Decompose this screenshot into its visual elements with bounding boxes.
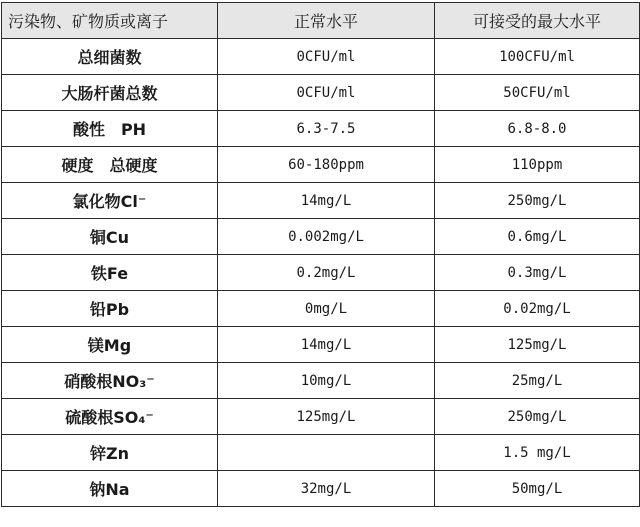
row-name: 硬度 总硬度 [2, 147, 218, 183]
row-normal: 0.2mg/L [218, 255, 435, 291]
row-max: 0.6mg/L [435, 219, 640, 255]
row-normal: 0CFU/ml [218, 39, 435, 75]
row-name: 锌Zn [2, 435, 218, 471]
row-max: 50mg/L [435, 471, 640, 507]
row-normal: 14mg/L [218, 183, 435, 219]
table-row [2, 291, 640, 327]
header-row [2, 3, 640, 39]
row-name: 酸性 PH [2, 111, 218, 147]
table-row [2, 363, 640, 399]
header-substance: 污染物、矿物质或离子 [2, 3, 218, 39]
header-max-level: 可接受的最大水平 [435, 3, 640, 39]
row-normal: 14mg/L [218, 327, 435, 363]
row-max: 110ppm [435, 147, 640, 183]
water-quality-table [1, 2, 640, 507]
header-normal-level: 正常水平 [218, 3, 435, 39]
table-header [2, 3, 640, 39]
row-name: 钠Na [2, 471, 218, 507]
row-normal: 0.002mg/L [218, 219, 435, 255]
row-normal: 6.3-7.5 [218, 111, 435, 147]
table-row [2, 183, 640, 219]
table-row [2, 75, 640, 111]
row-name: 铁Fe [2, 255, 218, 291]
table-row [2, 399, 640, 435]
row-normal: 0CFU/ml [218, 75, 435, 111]
table-row [2, 435, 640, 471]
row-max: 25mg/L [435, 363, 640, 399]
table-row [2, 147, 640, 183]
row-normal: 60-180ppm [218, 147, 435, 183]
row-normal: 32mg/L [218, 471, 435, 507]
row-normal [218, 435, 435, 471]
row-name: 总细菌数 [2, 39, 218, 75]
table-row [2, 111, 640, 147]
row-normal: 10mg/L [218, 363, 435, 399]
row-name: 氯化物Cl⁻ [2, 183, 218, 219]
table-row [2, 471, 640, 507]
row-name: 镁Mg [2, 327, 218, 363]
row-name: 铅Pb [2, 291, 218, 327]
table-row [2, 255, 640, 291]
row-normal: 0mg/L [218, 291, 435, 327]
row-name: 硝酸根NO₃⁻ [2, 363, 218, 399]
table-row [2, 327, 640, 363]
row-name: 铜Cu [2, 219, 218, 255]
row-max: 0.3mg/L [435, 255, 640, 291]
row-max: 250mg/L [435, 183, 640, 219]
row-max: 100CFU/ml [435, 39, 640, 75]
row-max: 0.02mg/L [435, 291, 640, 327]
row-name: 大肠杆菌总数 [2, 75, 218, 111]
row-max: 1.5 mg/L [435, 435, 640, 471]
row-max: 50CFU/ml [435, 75, 640, 111]
row-max: 250mg/L [435, 399, 640, 435]
row-max: 125mg/L [435, 327, 640, 363]
row-max: 6.8-8.0 [435, 111, 640, 147]
table-row [2, 219, 640, 255]
row-name: 硫酸根SO₄⁻ [2, 399, 218, 435]
row-normal: 125mg/L [218, 399, 435, 435]
table-body [2, 39, 640, 507]
table-row [2, 39, 640, 75]
